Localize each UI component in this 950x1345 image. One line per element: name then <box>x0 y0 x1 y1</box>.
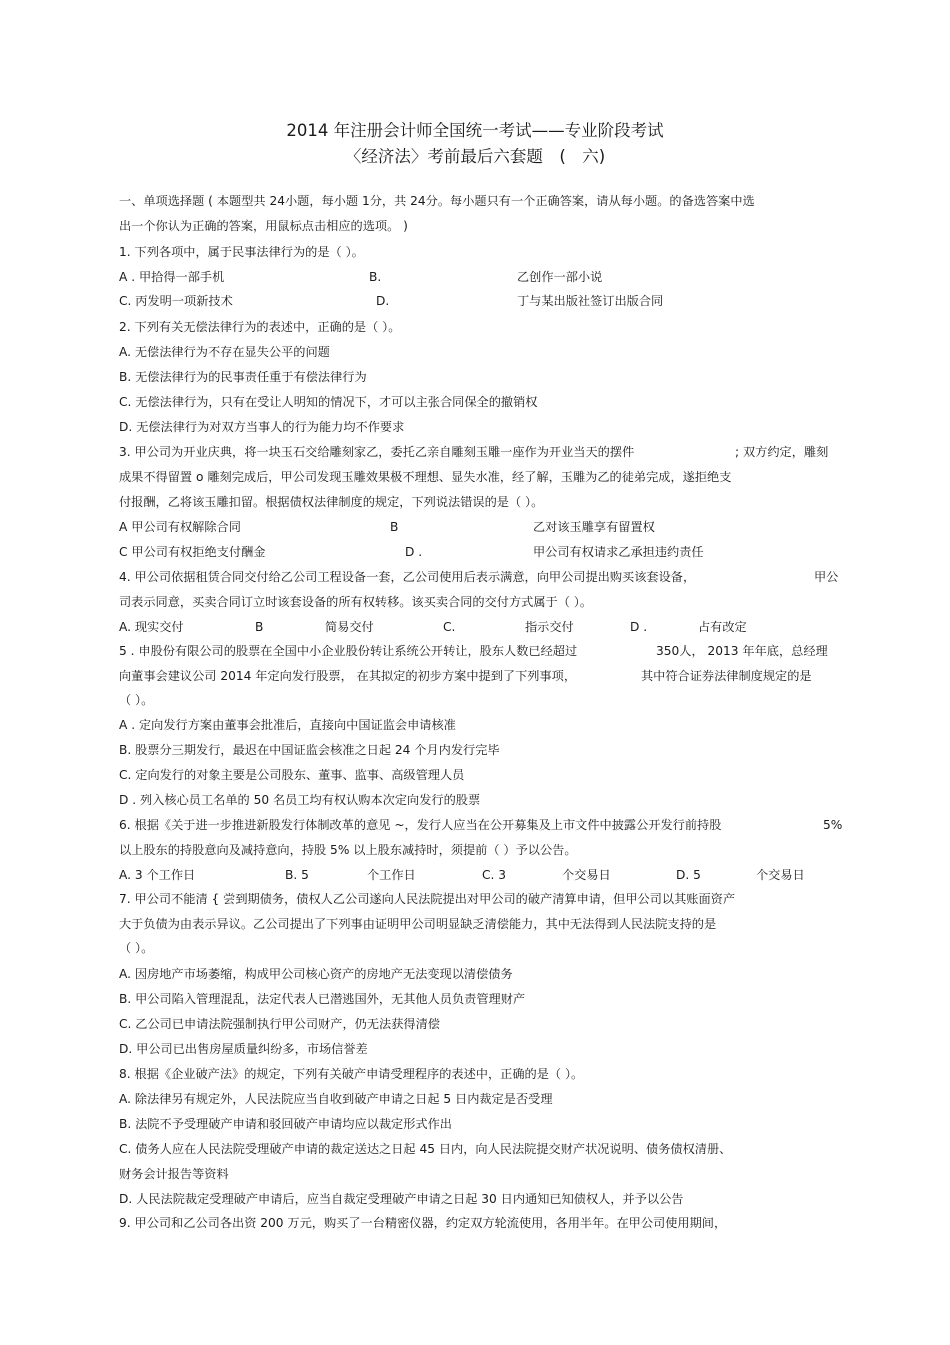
q3-option-b-label: B <box>390 520 399 534</box>
question-7-stem-line-1: 7. 甲公司不能清 { 尝到期债务，债权人乙公司遂向人民法院提出对甲公司的破产清算申请，但甲公司以其账面资产 <box>119 892 736 906</box>
q7-option-b: B. 甲公司陷入管理混乱，法定代表人已潜逃国外，无其他人员负责管理财产 <box>119 992 526 1006</box>
document-title: 2014 年注册会计师全国统一考试——专业阶段考试 <box>286 121 664 140</box>
q5-option-a: A . 定向发行方案由董事会批准后，直接向中国证监会申请核准 <box>119 718 456 732</box>
q1-option-d: 丁与某出版社签订出版合同 <box>517 294 664 308</box>
question-3-stem-line-1-end: ; 双方约定，雕刻 <box>735 445 829 459</box>
q1-option-c: C. 丙发明一项新技术 <box>119 294 233 308</box>
q8-option-c-line-1: C. 债务人应在人民法院受理破产申请的裁定送达之日起 45 日内，向人民法院提交财产状况说明、债务债权清册、 <box>119 1142 732 1156</box>
q4-option-d-label: D . <box>630 620 648 634</box>
q6-option-d-label: D. 5 <box>676 868 701 882</box>
q2-option-c: C. 无偿法律行为，只有在受让人明知的情况下，才可以主张合同保全的撤销权 <box>119 395 538 409</box>
q2-option-a: A. 无偿法律行为不存在显失公平的问题 <box>119 345 330 359</box>
q6-option-b: 个工作日 <box>367 868 416 882</box>
q3-option-d-label: D . <box>405 545 423 559</box>
q1-option-b: 乙创作一部小说 <box>517 270 603 284</box>
q3-option-b: 乙对该玉雕享有留置权 <box>533 520 655 534</box>
q3-option-a: A 甲公司有权解除合同 <box>119 520 241 534</box>
question-3-stem-line-3: 付报酬，乙将该玉雕扣留。根据债权法律制度的规定，下列说法错误的是（ ）。 <box>119 495 544 509</box>
question-5-stem-line-1-end: 350人， 2013 年年底，总经理 <box>656 644 828 658</box>
q2-option-d: D. 无偿法律行为对双方当事人的行为能力均不作要求 <box>119 420 405 434</box>
question-4-stem-line-1: 4. 甲公司依据租赁合同交付给乙公司工程设备一套，乙公司使用后表示满意，向甲公司提出购买该套设备， <box>119 570 696 584</box>
question-3-stem-line-2: 成果不得留置 o 雕刻完成后，甲公司发现玉雕效果极不理想、显失水准，经了解，玉雕为乙的徒弟完成，遂拒绝支 <box>119 470 732 484</box>
q2-option-b: B. 无偿法律行为的民事责任重于有偿法律行为 <box>119 370 367 384</box>
q3-option-d: 甲公司有权请求乙承担违约责任 <box>533 545 704 559</box>
question-7-stem-line-2: 大于负债为由表示异议。乙公司提出了下列事由证明甲公司明显缺乏清偿能力，其中无法得到人民法院支持的是 <box>119 917 717 931</box>
question-5-stem-line-2-end: 其中符合证券法律制度规定的是 <box>641 669 812 683</box>
q1-option-b-label: B. <box>369 270 382 284</box>
question-8-stem: 8. 根据《企业破产法》的规定，下列有关破产申请受理程序的表述中，正确的是（ ）。 <box>119 1067 584 1081</box>
q5-option-d: D . 列入核心员工名单的 50 名员工均有权认购本次定向发行的股票 <box>119 793 481 807</box>
q4-option-b: 简易交付 <box>325 620 374 634</box>
question-4-stem-line-1-end: 甲公 <box>814 570 839 584</box>
q7-option-c: C. 乙公司已申请法院强制执行甲公司财产，仍无法获得清偿 <box>119 1017 440 1031</box>
q3-option-c: C 甲公司有权拒绝支付酬金 <box>119 545 266 559</box>
document-subtitle: 〈经济法〉考前最后六套题 ( 六) <box>344 147 606 166</box>
q4-option-b-label: B <box>255 620 264 634</box>
q4-option-c: 指示交付 <box>525 620 574 634</box>
question-2-stem: 2. 下列有关无偿法律行为的表述中，正确的是（ ）。 <box>119 320 401 334</box>
question-1-stem: 1. 下列各项中，属于民事法律行为的是（ ）。 <box>119 245 364 259</box>
question-7-stem-line-3: （ ）。 <box>119 941 154 955</box>
question-6-stem-line-1: 6. 根据《关于进一步推进新股发行体制改革的意见 ~，发行人应当在公开募集及上市文件中披露公开发行前持股 <box>119 818 722 832</box>
q1-option-d-label: D. <box>376 294 390 308</box>
q7-option-d: D. 甲公司已出售房屋质量纠纷多，市场信誉差 <box>119 1042 368 1056</box>
q1-option-a: A . 甲拾得一部手机 <box>119 270 225 284</box>
question-5-stem-line-2: 向董事会建议公司 2014 年定向发行股票， 在其拟定的初步方案中提到了下列事项， <box>119 669 577 683</box>
question-3-stem-line-1: 3. 甲公司为开业庆典，将一块玉石交给雕刻家乙，委托乙亲自雕刻玉雕一座作为开业当天的摆件 <box>119 445 635 459</box>
q6-option-b-label: B. 5 <box>285 868 309 882</box>
question-4-stem-line-2: 司表示同意，买卖合同订立时该套设备的所有权转移。该买卖合同的交付方式属于（ ）。 <box>119 595 593 609</box>
q4-option-d: 占有改定 <box>698 620 747 634</box>
q6-option-d: 个交易日 <box>756 868 805 882</box>
question-5-stem-line-1: 5 . 申股份有限公司的股票在全国中小企业股份转让系统公开转让，股东人数已经超过 <box>119 644 578 658</box>
q4-option-c-label: C. <box>443 620 456 634</box>
q8-option-b: B. 法院不予受理破产申请和驳回破产申请均应以裁定形式作出 <box>119 1117 452 1131</box>
question-6-stem-line-2: 以上股东的持股意向及减持意向，持股 5% 以上股东减持时，须提前（ ）予以公告。 <box>119 843 577 857</box>
q4-option-a: A. 现实交付 <box>119 620 184 634</box>
q6-option-a: A. 3 个工作日 <box>119 868 196 882</box>
q6-option-c: 个交易日 <box>562 868 611 882</box>
question-9-stem-line-1: 9. 甲公司和乙公司各出资 200 万元，购买了一台精密仪器，约定双方轮流使用，各用半年。在甲公司使用期间， <box>119 1216 727 1230</box>
q8-option-c-line-2: 财务会计报告等资料 <box>119 1167 229 1181</box>
q8-option-a: A. 除法律另有规定外，人民法院应当自收到破产申请之日起 5 日内裁定是否受理 <box>119 1092 553 1106</box>
section-intro-line-2: 出一个你认为正确的答案，用鼠标点击相应的选项。 ) <box>119 219 408 233</box>
question-5-stem-line-3: （ ）。 <box>119 693 154 707</box>
section-intro-line-1: 一、单项选择题 ( 本题型共 24小题，每小题 1分，共 24分。每小题只有一个正确答案，请从每小题。的备选答案中选 <box>119 194 755 208</box>
q5-option-c: C. 定向发行的对象主要是公司股东、董事、监事、高级管理人员 <box>119 768 465 782</box>
q5-option-b: B. 股票分三期发行，最迟在中国证监会核准之日起 24 个月内发行完毕 <box>119 743 500 757</box>
q8-option-d: D. 人民法院裁定受理破产申请后，应当自裁定受理破产申请之日起 30 日内通知已知债权人，并予以公告 <box>119 1192 684 1206</box>
question-6-stem-line-1-end: 5% <box>823 818 843 832</box>
q7-option-a: A. 因房地产市场萎缩，构成甲公司核心资产的房地产无法变现以清偿债务 <box>119 967 513 981</box>
q6-option-c-label: C. 3 <box>482 868 507 882</box>
